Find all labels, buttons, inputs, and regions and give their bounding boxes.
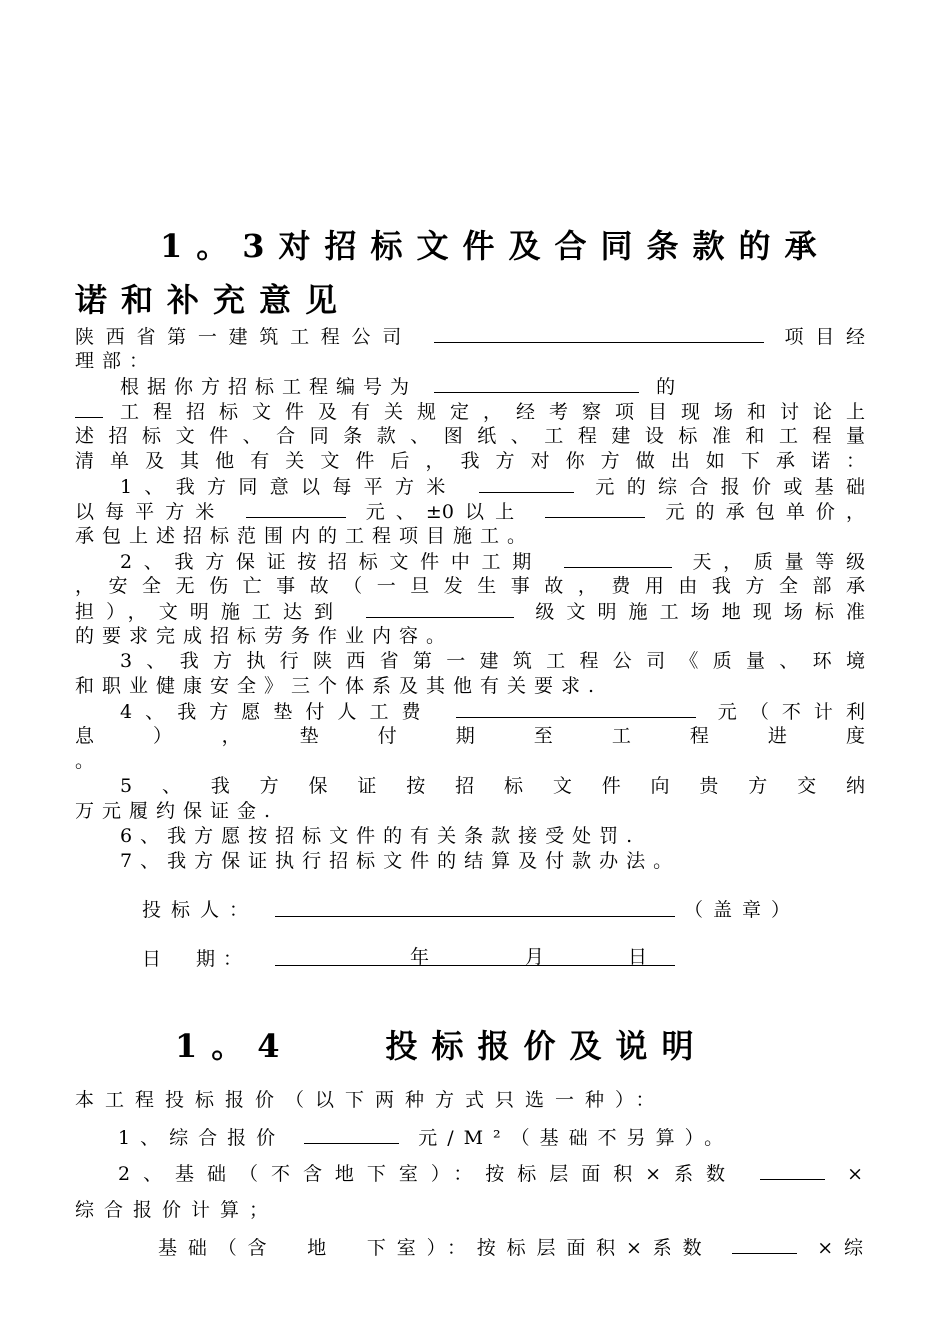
item-text: 4、我方愿垫付人工费	[120, 701, 434, 723]
option-text: 基础（含 地 下室）：按标层面积×系数	[158, 1237, 713, 1259]
option-text: 2、基础（不含地下室）：按标层面积×系数	[118, 1163, 739, 1185]
above-ground-price-blank[interactable]	[545, 499, 645, 518]
section-title-line2: 诺和补充意见	[75, 281, 352, 319]
coefficient-blank-1[interactable]	[760, 1161, 825, 1180]
item2-line1	[120, 549, 865, 574]
item-text: 承包上述招标范围内的工程项目施工。	[75, 525, 535, 547]
day-label: 日	[628, 946, 658, 968]
item4-line1	[120, 699, 865, 724]
bidder-label: 投标人：	[142, 899, 259, 921]
addressee-line	[75, 324, 865, 349]
seal-label: （盖章）	[684, 899, 801, 921]
para-text: 的	[656, 376, 684, 398]
option-text: 元/M²（基础不另算）。	[418, 1127, 734, 1149]
section14-title: 1。4 投标报价及说明	[175, 1027, 708, 1065]
para-text: 工程招标文件及有关规定，经考察项目现场和讨论上	[106, 401, 865, 423]
item-text: 级文明施工场地现场标准	[535, 601, 865, 623]
option-text: ×综	[817, 1237, 863, 1259]
addressee-line2: 理部：	[75, 350, 157, 372]
item2-line2: ，安全无伤亡事故（一旦发生事故，费用由我方全部承	[75, 575, 865, 597]
bidder-signature-blank[interactable]	[275, 898, 675, 917]
para-intro-line4: 清单及其他有关文件后，我方对你方做出如下承诺：	[75, 450, 865, 472]
para-intro-line2	[75, 399, 865, 424]
pricing-option3-line1	[158, 1235, 863, 1260]
company-name: 陕西省第一建筑工程公司	[75, 326, 413, 348]
para-intro-line1	[120, 374, 740, 399]
item1-line1	[120, 474, 865, 499]
coefficient-blank-2[interactable]	[732, 1235, 797, 1254]
duration-blank[interactable]	[564, 549, 672, 568]
item-text: 元的承包单价，	[665, 501, 865, 523]
pricing-intro: 本工程投标报价（以下两种方式只选一种）：	[75, 1089, 666, 1111]
para-intro-line3: 述招标文件、合同条款、图纸、工程建设标准和工程量	[75, 425, 865, 447]
civilization-level-blank[interactable]	[366, 599, 514, 618]
base-price-blank[interactable]	[246, 499, 346, 518]
item-text: 元的综合报价或基础	[595, 476, 865, 498]
pricing-option2-line2: 综合报价计算；	[75, 1199, 279, 1221]
item3-line2: 和职业健康安全》三个体系及其他有关要求.	[75, 675, 603, 697]
item1-line3	[75, 524, 865, 548]
item2-line4: 的要求完成招标劳务作业内容。	[75, 625, 454, 647]
tender-number-blank[interactable]	[434, 374, 639, 393]
item-text: 元、±0以上	[365, 501, 526, 523]
item3-line1: 3、我方执行陕西省第一建筑工程公司《质量、环境	[120, 650, 865, 672]
year-label: 年	[410, 946, 440, 968]
date-blank[interactable]	[275, 947, 675, 966]
item-text: 2、我方保证按招标文件中工期	[120, 551, 543, 573]
pricing-option1	[118, 1125, 863, 1150]
item5-line1: 5、我方保证按招标文件向贵方交纳	[120, 775, 865, 797]
pricing-option2-line1	[118, 1161, 863, 1186]
item4-line2: 息），垫付期至工程进度	[75, 725, 865, 747]
addressee-suffix: 项目经	[784, 326, 865, 348]
item2-line3	[75, 599, 865, 624]
item7: 7、我方保证执行招标文件的结算及付款办法。	[120, 850, 681, 872]
item-text: 天，质量等级	[692, 551, 865, 573]
item5-line2: 万元履约保证金.	[75, 800, 279, 822]
item-text: 元（不计利	[717, 701, 865, 723]
item1-line2	[75, 499, 865, 524]
item6: 6、我方愿按招标文件的有关条款接受处罚.	[120, 825, 641, 847]
para-text: 根据你方招标工程编号为	[120, 376, 418, 398]
option-text: ×	[847, 1163, 863, 1185]
month-label: 月	[525, 946, 555, 968]
labor-cost-blank[interactable]	[456, 699, 696, 718]
item-text: 担），文明施工达到	[75, 601, 346, 623]
item-text: 以每平方米	[75, 501, 226, 523]
item-text: 1、我方同意以每平方米	[120, 476, 458, 498]
price-per-sqm-blank[interactable]	[479, 474, 574, 493]
project-name-blank[interactable]	[75, 399, 103, 418]
composite-price-blank[interactable]	[304, 1125, 399, 1144]
project-blank[interactable]	[434, 324, 764, 343]
option-text: 1、综合报价	[118, 1127, 286, 1149]
section-title-line1: 1。3对招标文件及合同条款的承	[160, 227, 831, 265]
date-label: 日 期：	[142, 948, 251, 970]
item4-line3: 。	[75, 750, 103, 772]
